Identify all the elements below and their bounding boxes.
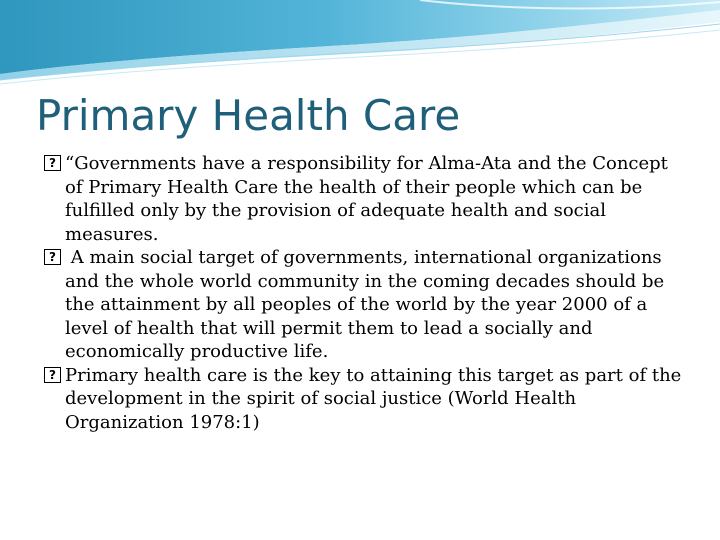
slide-title: Primary Health Care (36, 91, 461, 140)
bullet-list (44, 152, 684, 434)
unknown-glyph-icon (44, 367, 61, 383)
bullet-item (44, 246, 684, 364)
bullet-text: A main social target of governments, international organizations and the whole world community in the coming decades should be the attainment by all peoples of the world by the year 2000 of a level of health that will permit them to lead a socially and economically productive life. (65, 247, 665, 362)
unknown-glyph-icon (44, 155, 61, 171)
bullet-item (44, 152, 684, 246)
bullet-text: “Governments have a responsibility for Alma-Ata and the Concept of Primary Health Care the health of their people which can be fulfilled only by the provision of adequate health and social measures. (65, 153, 668, 245)
bullet-text: Primary health care is the key to attaining this target as part of the development in the spirit of social justice (World Health Organization 1978:1) (65, 364, 682, 433)
bullet-item (44, 364, 684, 435)
unknown-glyph-icon (44, 249, 61, 265)
header-wave-decoration (0, 0, 720, 90)
